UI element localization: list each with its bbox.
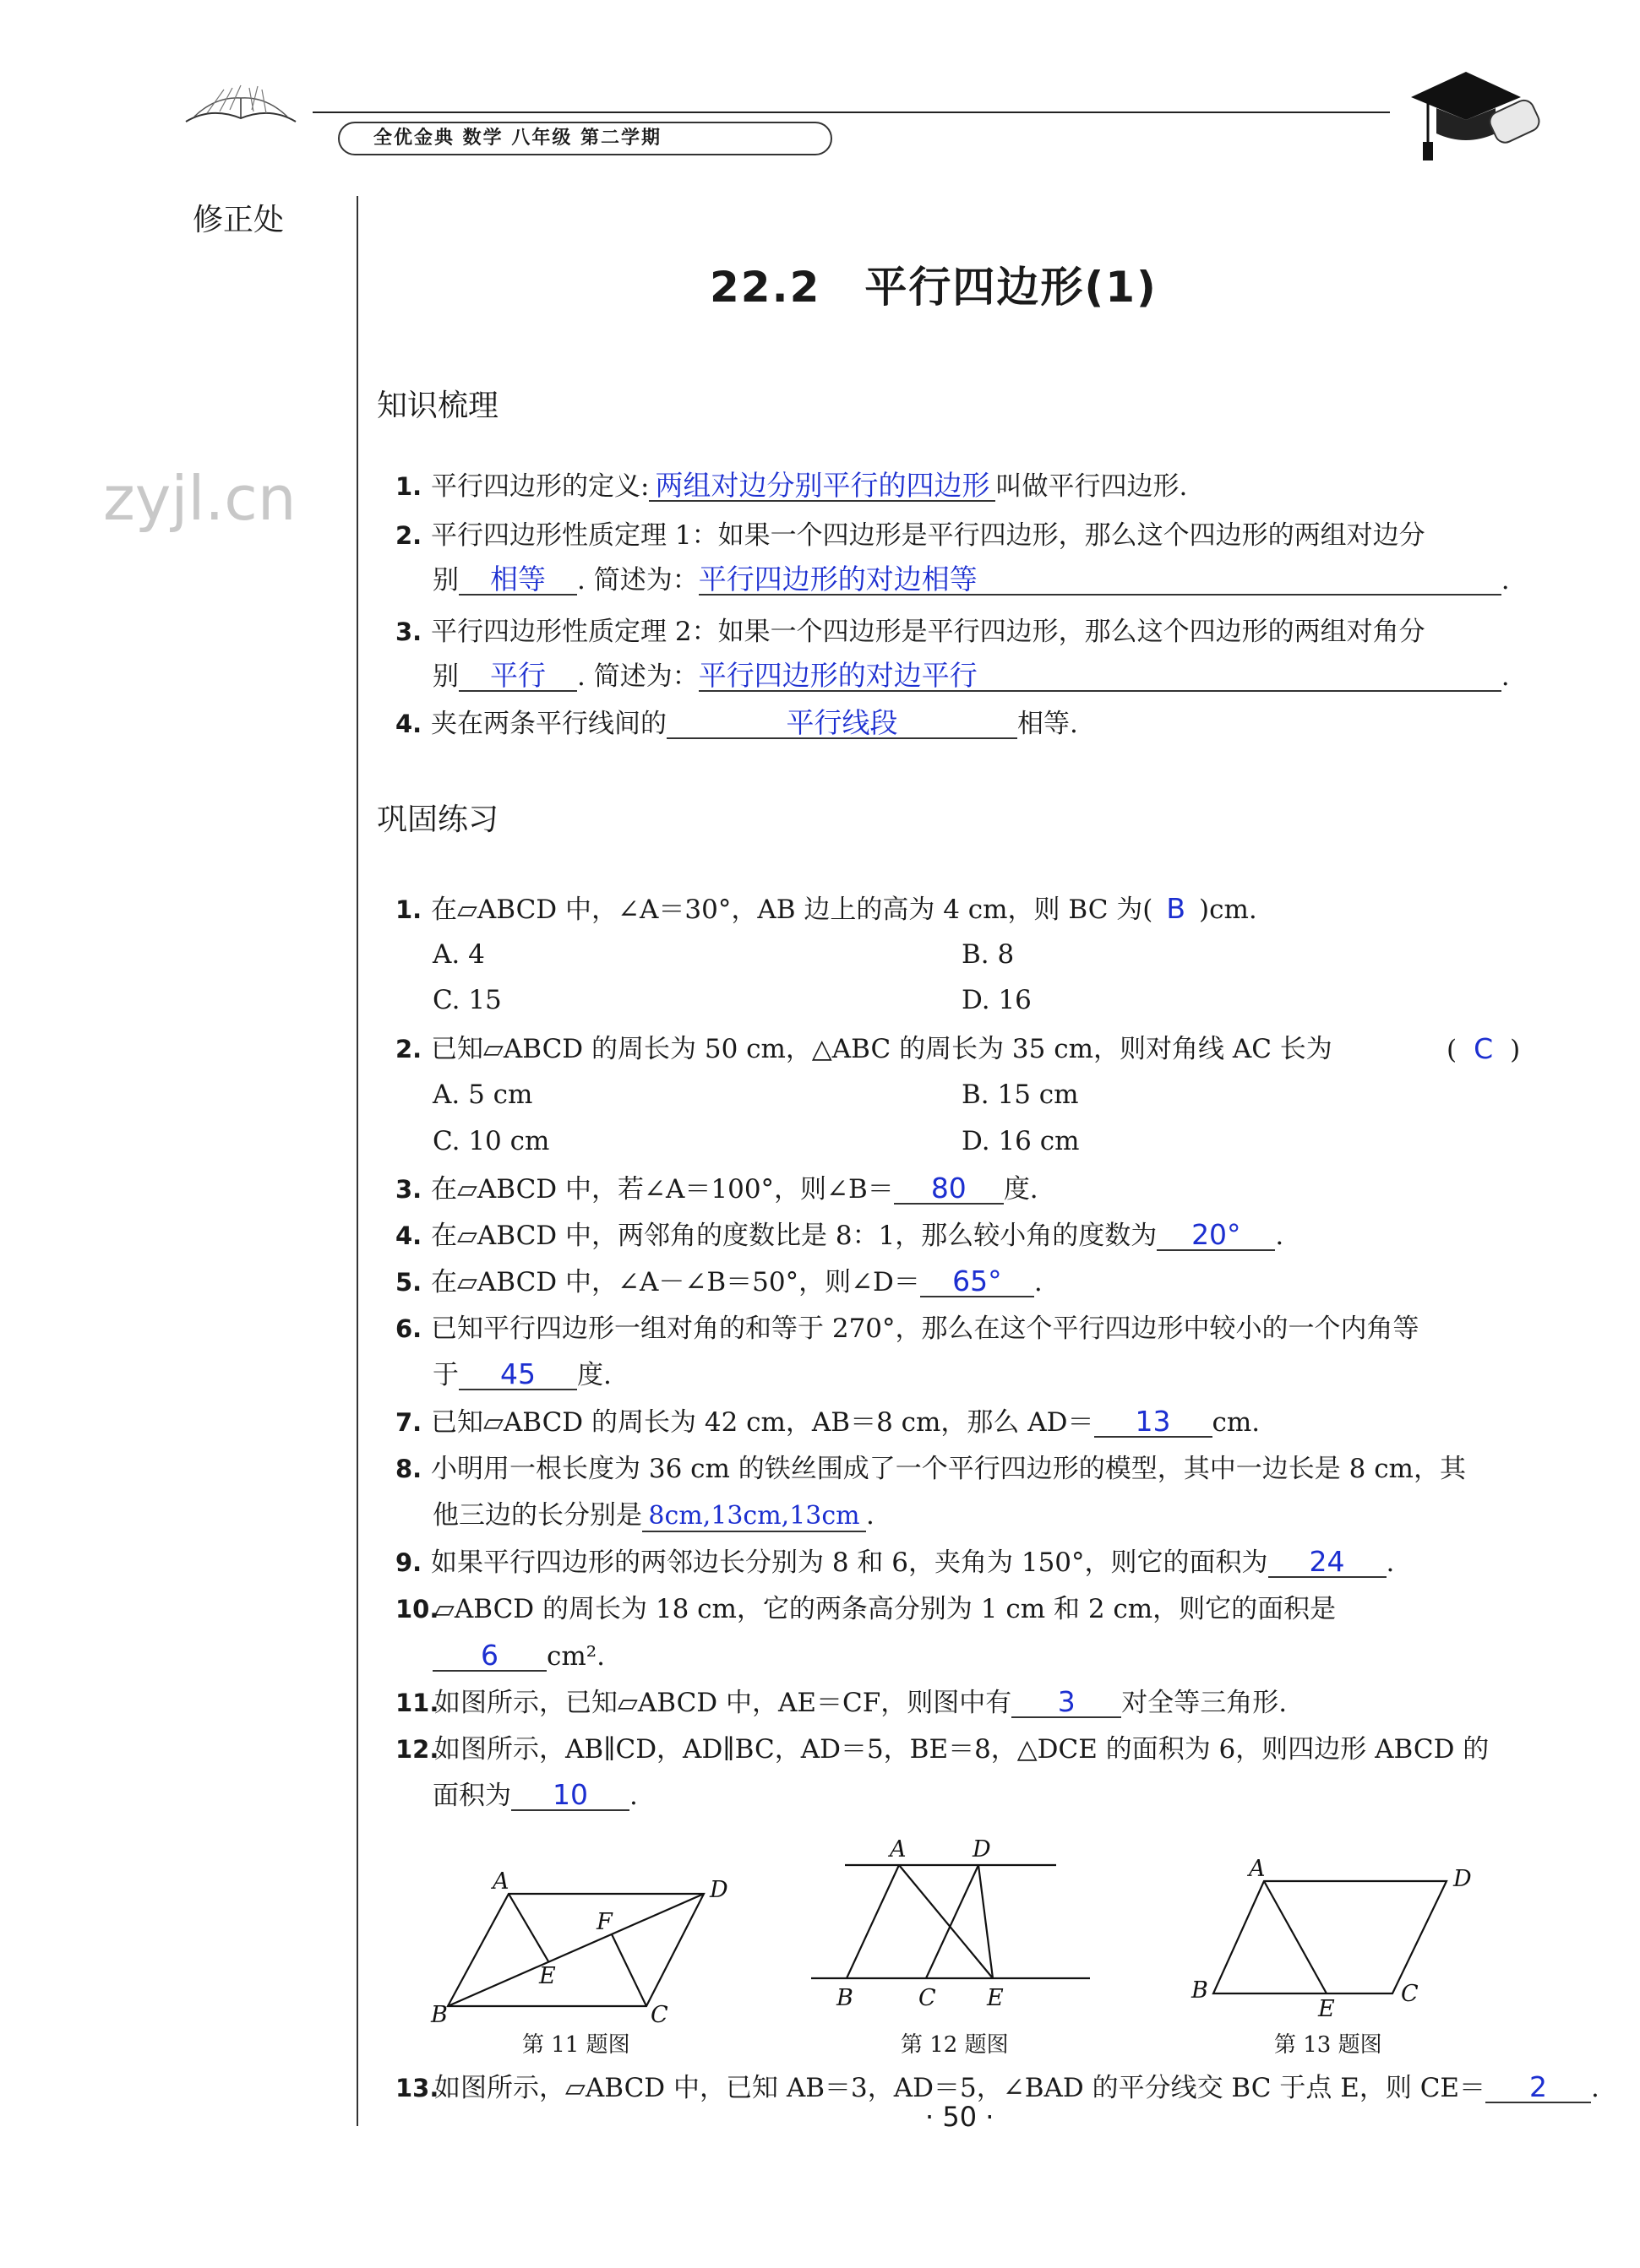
knowledge-q4: 4. 夹在两条平行线间的 平行线段 相等. [395, 706, 1078, 739]
knowledge-q2-line1: 2. 平行四边形性质定理 1：如果一个四边形是平行四边形，那么这个四边形的两组对边分 [395, 520, 1425, 551]
answer-blank: 45 [459, 1360, 577, 1390]
answer-choice: C [1474, 1032, 1494, 1065]
fig13-label-B: B [1191, 1977, 1208, 2004]
option: B. 8 [962, 939, 1015, 970]
fig13-label-A: A [1249, 1856, 1266, 1882]
fig11-label-D: D [710, 1877, 728, 1903]
practice-q9: 9. 如果平行四边形的两邻边长分别为 8 和 6，夹角为 150°，则它的面积为 24 . [395, 1545, 1395, 1578]
knowledge-q3-line2: 别 平行 . 简述为：平行四边形的对边平行 . [433, 659, 1510, 692]
practice-q8-line1: 8. 小明用一根长度为 36 cm 的铁丝围成了一个平行四边形的模型，其中一边长是 8 cm，其 [395, 1454, 1466, 1484]
practice-q10-line2: 6 cm². [433, 1640, 605, 1673]
answer-paren: ( C ) [1447, 1032, 1521, 1065]
practice-q11: 11.如图所示，已知▱ABCD 中，AE＝CF，则图中有 3 对全等三角形. [395, 1685, 1288, 1718]
figure-11 [431, 1858, 735, 2027]
answer-blank: 24 [1268, 1547, 1387, 1578]
fig12-label-C: C [918, 1985, 936, 2011]
figure-13 [1183, 1854, 1472, 2023]
answer-blank: 平行四边形的对边平行 [699, 661, 1501, 692]
knowledge-q3-line1: 3. 平行四边形性质定理 2：如果一个四边形是平行四边形，那么这个四边形的两组对角分 [395, 617, 1425, 647]
answer-blank: 2 [1485, 2073, 1591, 2103]
answer-blank: 65° [920, 1267, 1034, 1297]
practice-q12-line1: 12.如图所示，AB∥CD，AD∥BC，AD＝5，BE＝8，△DCE 的面积为 6，则四边形 ABCD 的 [395, 1734, 1490, 1765]
answer-blank: 10 [511, 1781, 629, 1811]
fig12-label-A: A [890, 1836, 907, 1863]
section-practice-heading: 巩固练习 [377, 802, 499, 837]
header-series-title: 全优金典 数学 八年级 第二学期 [338, 122, 832, 155]
option: D. 16 [962, 985, 1032, 1015]
book-decoration-icon [177, 81, 304, 132]
fig11-label-F: F [597, 1909, 613, 1935]
answer-blank: 平行 [459, 661, 577, 692]
figure-12 [811, 1833, 1098, 2023]
option: A. 5 cm [433, 1080, 533, 1110]
practice-q2: 2. 已知▱ABCD 的周长为 50 cm，△ABC 的周长为 35 cm，则对角线 AC 长为 [395, 1034, 1332, 1064]
option: C. 10 cm [433, 1126, 550, 1156]
fig11-label-C: C [651, 2002, 668, 2028]
figure-11-caption: 第 11 题图 [522, 2032, 630, 2058]
figure-12-caption: 第 12 题图 [901, 2032, 1009, 2058]
practice-q13: 13.如图所示，▱ABCD 中，已知 AB＝3，AD＝5，∠BAD 的平分线交 BC 于点 E，则 CE＝ 2 . [395, 2070, 1599, 2103]
fig12-label-D: D [973, 1836, 991, 1863]
figure-13-caption: 第 13 题图 [1274, 2032, 1382, 2058]
option: D. 16 cm [962, 1126, 1080, 1156]
answer-blank: 两组对边分别平行的四边形 [649, 471, 995, 502]
answer-blank: 80 [894, 1174, 1004, 1205]
knowledge-q2-line2: 别 相等 . 简述为：平行四边形的对边相等 . [433, 563, 1510, 596]
practice-q3: 3. 在▱ABCD 中，若∠A＝100°，则∠B＝ 80 度. [395, 1172, 1038, 1205]
practice-q8-line2: 他三边的长分别是 8cm,13cm,13cm . [433, 1500, 874, 1531]
practice-q4: 4. 在▱ABCD 中，两邻角的度数比是 8：1，那么较小角的度数为 20° . [395, 1218, 1284, 1251]
answer-choice: B [1166, 892, 1186, 925]
practice-q1: 1. 在▱ABCD 中，∠A＝30°，AB 边上的高为 4 cm，则 BC 为( B )cm. [395, 892, 1257, 925]
practice-q5: 5. 在▱ABCD 中，∠A－∠B＝50°，则∠D＝ 65° . [395, 1265, 1043, 1297]
fig12-label-B: B [836, 1985, 853, 2011]
fig13-label-C: C [1401, 1981, 1419, 2007]
practice-q7: 7. 已知▱ABCD 的周长为 42 cm，AB＝8 cm，那么 AD＝ 13 cm. [395, 1405, 1261, 1438]
answer-blank: 相等 [459, 565, 577, 596]
answer-blank: 8cm,13cm,13cm [642, 1502, 866, 1532]
practice-q6-line2: 于 45 度. [433, 1357, 612, 1390]
fig11-label-B: B [431, 2002, 448, 2028]
margin-divider [357, 196, 358, 2126]
knowledge-q1: 1. 平行四边形的定义: 两组对边分别平行的四边形 叫做平行四边形. [395, 469, 1188, 502]
practice-q12-line2: 面积为 10 . [433, 1778, 638, 1811]
page-title: 22.2 平行四边形(1) [710, 263, 1158, 312]
fig11-label-E: E [539, 1963, 556, 1989]
header-rule [313, 111, 1390, 113]
practice-q6-line1: 6. 已知平行四边形一组对角的和等于 270°，那么在这个平行四边形中较小的一个内角等 [395, 1313, 1419, 1344]
answer-blank: 平行线段 [667, 709, 1017, 739]
answer-blank: 平行四边形的对边相等 [699, 565, 1501, 596]
section-knowledge-heading: 知识梳理 [377, 389, 499, 423]
fig12-label-E: E [987, 1985, 1004, 2011]
fig13-label-E: E [1318, 1996, 1335, 2022]
option: C. 15 [433, 985, 502, 1015]
practice-q10-line1: 10.▱ABCD 的周长为 18 cm，它的两条高分别为 1 cm 和 2 cm，则它的面积是 [395, 1594, 1337, 1624]
graduation-cap-icon [1403, 59, 1546, 165]
fig11-label-A: A [493, 1868, 509, 1895]
fig13-label-D: D [1453, 1866, 1472, 1892]
answer-blank: 6 [433, 1641, 547, 1672]
page-number: · 50 · [925, 2101, 994, 2133]
option: B. 15 cm [962, 1080, 1079, 1110]
watermark: zyjl.cn [103, 463, 297, 534]
option: A. 4 [433, 939, 485, 970]
answer-blank: 13 [1094, 1407, 1212, 1438]
answer-blank: 3 [1011, 1688, 1121, 1718]
correction-margin-label: 修正处 [193, 203, 285, 237]
answer-blank: 20° [1157, 1221, 1275, 1251]
